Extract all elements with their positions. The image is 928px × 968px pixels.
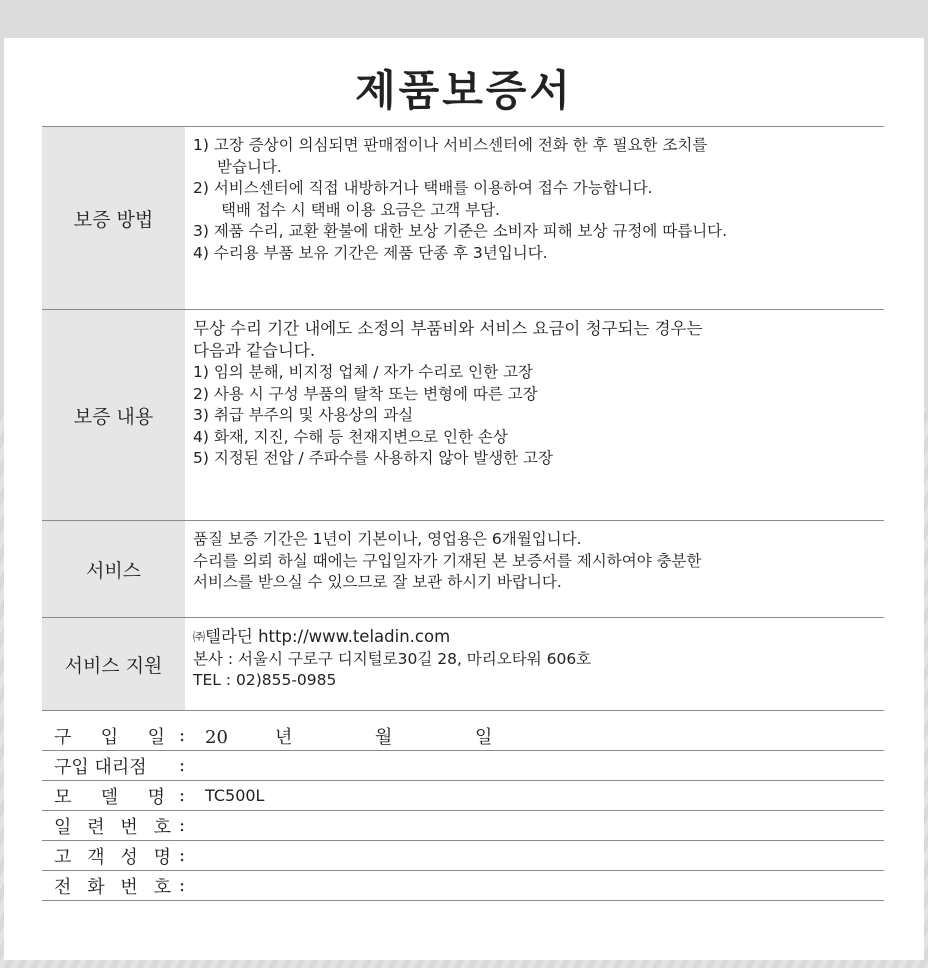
text-line: 품질 보증 기간은 1년이 기본이나, 영업용은 6개월입니다.: [193, 530, 582, 548]
phone-row: [42, 871, 884, 901]
model-field[interactable]: TC500L: [205, 786, 265, 805]
text-line: 2) 서비스센터에 직접 내방하거나 택배를 이용하여 접수 가능합니다.: [193, 179, 653, 197]
text-line: 수리를 의뢰 하실 때에는 구입일자가 기재된 본 보증서를 제시하여야 충분한: [193, 551, 702, 570]
serial-label: 일 련 번 호: [54, 816, 171, 838]
company-line: [193, 626, 884, 649]
warranty-method-label: 보증 방법: [42, 127, 185, 309]
intro-line: 무상 수리 기간 내에도 소정의 부품비와 서비스 요금이 청구되는 경우는: [193, 319, 703, 338]
company-website: 텔라딘 http://www.teladin.com: [205, 627, 451, 646]
purchase-date-label: 구 입 일: [54, 726, 165, 748]
address-line: 본사 : 서울시 구로구 디지털로30길 28, 마리오타워 606호: [193, 649, 592, 668]
model-label: 모 델 명: [54, 786, 165, 808]
service-content: [185, 521, 884, 617]
warranty-content-content: [185, 310, 884, 520]
company-mark: ㈜: [193, 630, 206, 644]
phone-line: TEL : 02)855-0985: [193, 671, 337, 689]
text-line: 2) 사용 시 구성 부품의 탈착 또는 변형에 따른 고장: [193, 384, 538, 403]
intro-line: 다음과 같습니다.: [193, 341, 316, 360]
month-unit: 월: [375, 726, 393, 748]
warranty-card: [4, 38, 924, 960]
colon: :: [179, 725, 186, 746]
text-line: 3) 제품 수리, 교환 환불에 대한 보상 기준은 소비자 피해 보상 규정에 따릅니다.: [193, 222, 728, 240]
page-title: 제품보증서: [355, 66, 573, 115]
day-unit: 일: [475, 726, 493, 748]
service-support-content: [185, 618, 884, 710]
text-line: 4) 수리용 부품 보유 기간은 제품 단종 후 3년입니다.: [193, 243, 548, 262]
year-prefix: 20: [205, 726, 228, 748]
text-line: 1) 고장 증상이 의심되면 판매점이나 서비스센터에 전화 한 후 필요한 조치를: [193, 136, 708, 154]
text-line: 택배 접수 시 택배 이용 요금은 고객 부담.: [221, 200, 500, 219]
colon: :: [179, 755, 186, 776]
colon: :: [179, 785, 186, 806]
service-row: [42, 521, 884, 618]
text-line: 5) 지정된 전압 / 주파수를 사용하지 않아 발생한 고장: [193, 449, 554, 467]
customer-row: [42, 841, 884, 871]
text-line: 1) 임의 분해, 비지정 업체 / 자가 수리로 인한 고장: [193, 363, 533, 381]
text-line: 3) 취급 부주의 및 사용상의 과실: [193, 406, 414, 424]
phone-label: 전 화 번 호: [54, 876, 171, 898]
warranty-content-label: 보증 내용: [42, 310, 185, 520]
model-row: [42, 781, 884, 811]
purchase-date-row: [42, 721, 884, 751]
serial-row: [42, 811, 884, 841]
service-label: 서비스: [42, 521, 185, 617]
text-line: 받습니다.: [217, 157, 282, 176]
purchase-date-field[interactable]: [195, 723, 884, 749]
colon: :: [179, 875, 186, 896]
text-line: 4) 화재, 지진, 수해 등 천재지변으로 인한 손상: [193, 427, 508, 446]
customer-label: 고 객 성 명: [54, 846, 171, 868]
service-support-row: [42, 618, 884, 711]
colon: :: [179, 845, 186, 866]
warranty-table: [42, 126, 884, 711]
service-support-label: 서비스 지원: [42, 618, 185, 710]
colon: :: [179, 815, 186, 836]
warranty-method-content: [185, 127, 884, 309]
warranty-content-row: [42, 310, 884, 521]
text-line: 서비스를 받으실 수 있으므로 잘 보관 하시기 바랍니다.: [193, 573, 562, 591]
warranty-method-row: [42, 127, 884, 310]
dealer-row: [42, 751, 884, 781]
dealer-label: 구입 대리점: [54, 756, 147, 778]
year-unit: 년: [275, 726, 293, 748]
purchase-info-form: [42, 721, 884, 901]
